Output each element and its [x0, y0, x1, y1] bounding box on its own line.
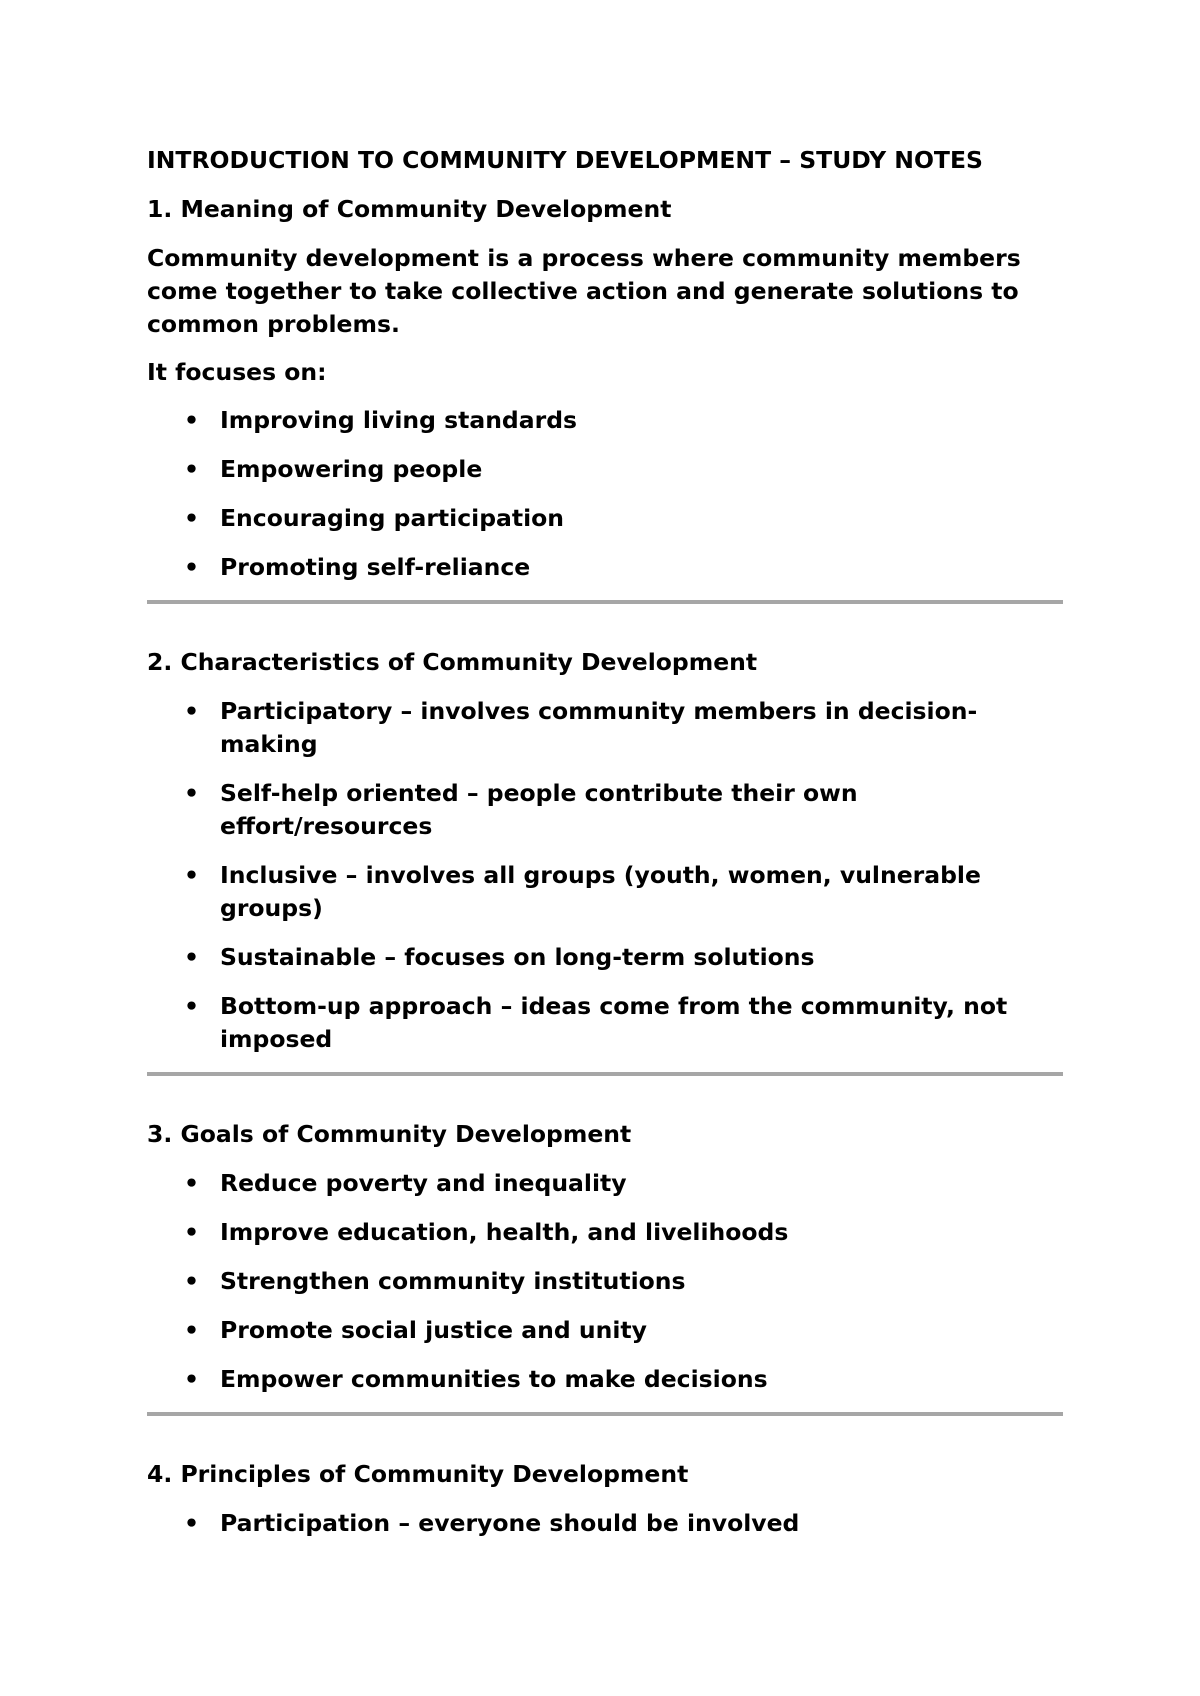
list-item-text: Sustainable – focuses on long-term solutions: [220, 943, 815, 971]
bullet-icon: •: [184, 455, 200, 483]
section-divider: [147, 600, 1063, 604]
list-item: [147, 1167, 1070, 1200]
list-item-text: Participation – everyone should be involved: [220, 1509, 800, 1537]
section-divider: [147, 1072, 1063, 1076]
list-item-text: Self-help oriented – people contribute their own effort/resources: [220, 779, 858, 840]
bullet-icon: •: [184, 1218, 200, 1246]
section-heading-characteristics: 2. Characteristics of Community Development: [147, 648, 758, 676]
list-item-text: Reduce poverty and inequality: [220, 1169, 627, 1197]
list-item-text: Strengthen community institutions: [220, 1267, 686, 1295]
list-item-text: Participatory – involves community members in decision-making: [220, 697, 978, 758]
bullet-icon: •: [184, 697, 200, 725]
list-item: [147, 1216, 1070, 1249]
list-item: [147, 941, 1070, 974]
bullet-icon: •: [184, 504, 200, 532]
bullet-icon: •: [184, 861, 200, 889]
list-item: [147, 453, 1070, 486]
section-heading-goals: 3. Goals of Community Development: [147, 1120, 632, 1148]
list-item: [147, 1363, 1070, 1396]
bullet-icon: •: [184, 1316, 200, 1344]
principles-list: [147, 1507, 1063, 1540]
bullet-icon: •: [184, 1365, 200, 1393]
list-item: [147, 502, 1070, 535]
bullet-icon: •: [184, 779, 200, 807]
list-item: [147, 1314, 1070, 1347]
list-item-text: Empowering people: [220, 455, 483, 483]
goals-list: [147, 1167, 1063, 1396]
meaning-paragraph: Community development is a process where community members come together to take collective action and generate solutions to common problems.: [147, 244, 1021, 338]
list-item: [147, 1265, 1070, 1298]
list-item: [147, 551, 1070, 584]
list-item: [147, 404, 1070, 437]
bullet-icon: •: [184, 553, 200, 581]
characteristics-list: [147, 695, 1063, 1056]
list-item-text: Inclusive – involves all groups (youth, women, vulnerable groups): [220, 861, 981, 922]
list-item: [147, 695, 1070, 761]
bullet-icon: •: [184, 1267, 200, 1295]
bullet-icon: •: [184, 1169, 200, 1197]
focus-label: It focuses on:: [147, 358, 327, 386]
section-heading-meaning: 1. Meaning of Community Development: [147, 195, 672, 223]
list-item-text: Encouraging participation: [220, 504, 565, 532]
document-title: INTRODUCTION TO COMMUNITY DEVELOPMENT – STUDY NOTES: [147, 146, 983, 174]
list-item: [147, 990, 1070, 1056]
list-item-text: Promote social justice and unity: [220, 1316, 647, 1344]
list-item-text: Improve education, health, and livelihoods: [220, 1218, 789, 1246]
section-heading-principles: 4. Principles of Community Development: [147, 1460, 689, 1488]
list-item: [147, 859, 1070, 925]
bullet-icon: •: [184, 406, 200, 434]
focus-list: [147, 404, 1063, 584]
list-item-text: Promoting self-reliance: [220, 553, 531, 581]
section-divider: [147, 1412, 1063, 1416]
list-item: [147, 1507, 1070, 1540]
list-item-text: Empower communities to make decisions: [220, 1365, 768, 1393]
bullet-icon: •: [184, 943, 200, 971]
list-item: [147, 777, 1070, 843]
list-item-text: Improving living standards: [220, 406, 577, 434]
bullet-icon: •: [184, 1509, 200, 1537]
bullet-icon: •: [184, 992, 200, 1020]
list-item-text: Bottom-up approach – ideas come from the community, not imposed: [220, 992, 1008, 1053]
